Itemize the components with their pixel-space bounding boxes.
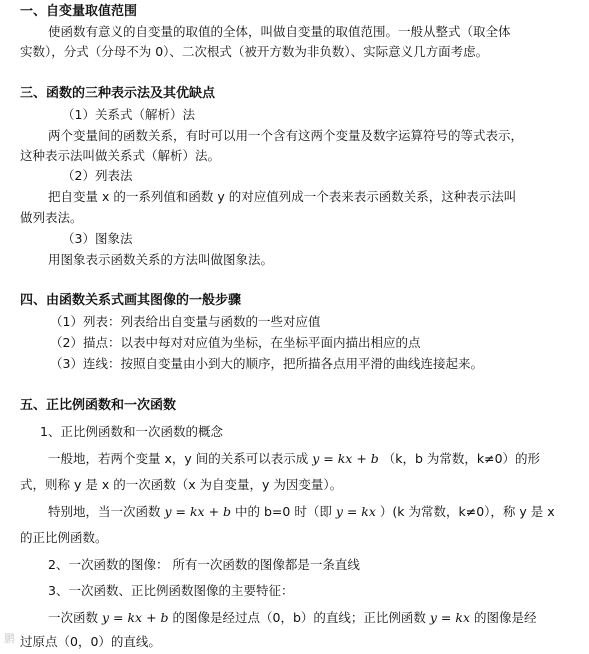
section-1-paragraph-line-1: 使函数有意义的自变量的取值的全体，叫做自变量的取值范围。一般从整式（取全体 [48, 24, 511, 39]
concept-1-line-2: 式，则称 y 是 x 的一次函数（x 为自变量，y 为因变量）。 [20, 477, 343, 492]
method-2-line-2: 做列表法。 [20, 210, 83, 225]
concept-2-text-b: 中的 b=0 时（即 [235, 504, 332, 519]
concept-1-text-b: （k，b 为常数，k≠0）的形 [382, 451, 541, 466]
concept-1-line-1 [48, 451, 540, 467]
method-2-line-1: 把自变量 x 的一系列值和函数 y 的对应值列成一个表来表示函数关系，这种表示法叫 [48, 189, 517, 204]
step-2: （2）描点：以表中每对对应值为坐标，在坐标平面内描出相应的点 [50, 335, 421, 350]
method-2-title: （2）列表法 [62, 168, 133, 183]
feature-text-c: 的图像是经 [473, 610, 537, 625]
watermark: 鹏 [4, 632, 15, 645]
linear-function-formula: y = kx + b [312, 451, 379, 466]
feature-text-b: 的图像是经过点（0，b）的直线；正比例函数 [172, 610, 426, 625]
linear-function-formula: y = kx + b [102, 610, 169, 625]
step-3: （3）连线：按照自变量由小到大的顺序，把所描各点用平滑的曲线连接起来。 [50, 356, 483, 371]
section-5-title: 五、正比例函数和一次函数 [20, 398, 177, 413]
method-3-title: （3）图象法 [62, 231, 133, 246]
proportional-function-formula: y = kx [335, 504, 376, 519]
method-1-line-1: 两个变量间的函数关系，有时可以用一个含有这两个变量及数字运算符号的等式表示， [48, 128, 524, 143]
section-4-title: 四、由函数关系式画其图像的一般步骤 [20, 293, 242, 308]
feature-text-a: 一次函数 [48, 610, 99, 625]
linear-function-formula: y = kx + b [164, 504, 232, 519]
proportional-function-formula: y = kx [429, 610, 470, 625]
feature-title: 3、一次函数、正比例函数图像的主要特征： [48, 583, 294, 598]
section-1-paragraph-line-2: 实数），分式（分母不为 0）、二次根式（被开方数为非负数）、实际意义几方面考虑。 [20, 44, 489, 59]
concept-2-text-a: 特别地，当一次函数 [48, 504, 161, 519]
method-3-line-1: 用图象表示函数关系的方法叫做图象法。 [48, 252, 274, 267]
method-1-title: （1）关系式（解析）法 [62, 107, 195, 122]
step-1: （1）列表：列表给出自变量与函数的一些对应值 [50, 314, 321, 329]
section-1-title: 一、自变量取值范围 [20, 4, 138, 19]
graph-statement: 2、一次函数的图像： 所有一次函数的图像都是一条直线 [48, 557, 360, 572]
section-3-title: 三、函数的三种表示法及其优缺点 [20, 86, 216, 101]
concept-1-text-a: 一般地，若两个变量 x，y 间的关系可以表示成 [48, 451, 309, 466]
concept-2-line-2: 的正比例函数。 [20, 530, 108, 545]
feature-line-1 [48, 610, 537, 626]
method-1-line-2: 这种表示法叫做关系式（解析）法。 [20, 148, 221, 163]
concept-2-line-1 [48, 504, 555, 520]
concept-title: 1、正比例函数和一次函数的概念 [40, 424, 223, 439]
concept-2-text-c: ）(k 为常数，k≠0），称 y 是 x [379, 504, 555, 519]
feature-line-2: 过原点（0，0）的直线。 [20, 634, 161, 649]
